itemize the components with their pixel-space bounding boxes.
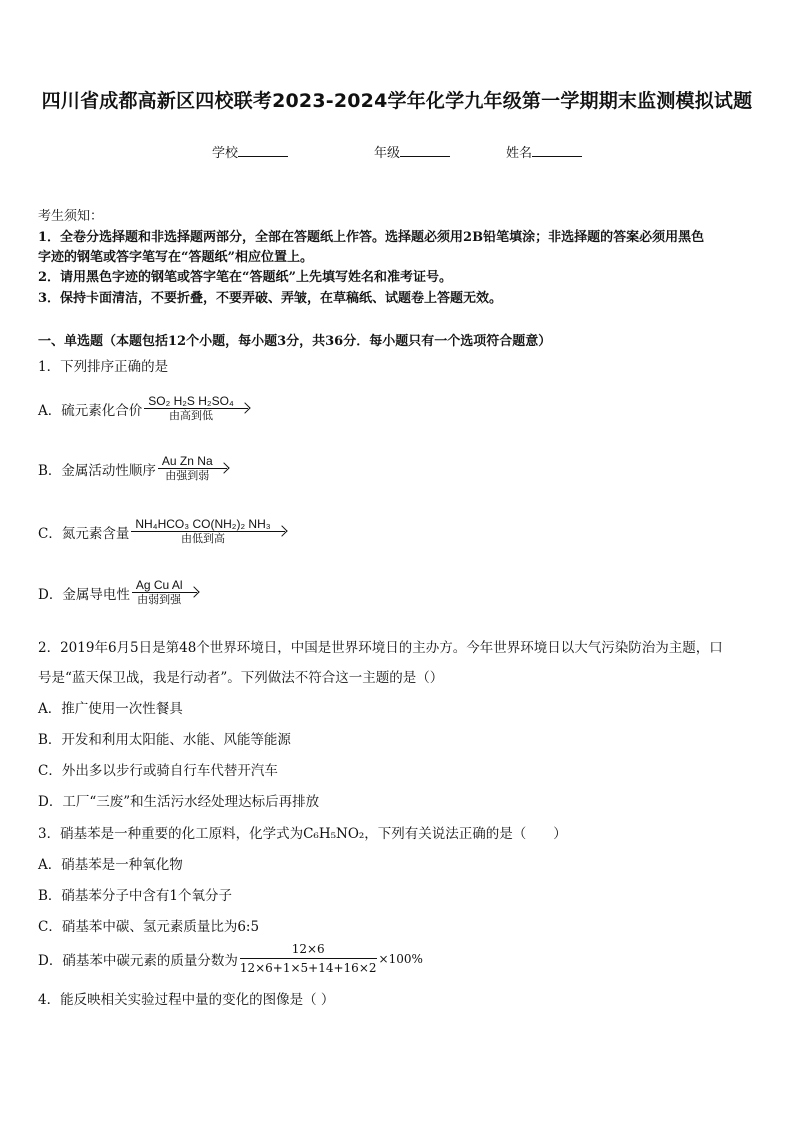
grade-field xyxy=(374,142,450,161)
q3-option-d xyxy=(38,942,423,975)
name-field xyxy=(506,142,582,161)
reaction-arrow xyxy=(144,394,248,423)
q2-option-d: D．工厂“三废”和生活污水经处理达标后再排放 xyxy=(38,794,320,810)
school-label: 学校 xyxy=(212,146,239,161)
fraction-denominator: 12×6+1×5+14+16×2 xyxy=(240,958,377,975)
question-1-stem: 1．下列排序正确的是 xyxy=(38,359,169,375)
arrow-line xyxy=(158,468,227,469)
arrow-line xyxy=(131,531,284,532)
arrow-line xyxy=(144,408,248,409)
option-label: B．金属活动性顺序 xyxy=(38,462,156,479)
q3-option-b: B．硝基苯分子中含有1个氧分子 xyxy=(38,888,233,904)
grade-blank xyxy=(400,144,450,157)
school-field xyxy=(212,142,288,161)
option-label: A．硫元素化合价 xyxy=(38,402,143,419)
section-heading: 一、单选题（本题包括12个小题，每小题3分，共36分．每小题只有一个选项符合题意） xyxy=(38,334,552,349)
reaction-arrow xyxy=(158,454,227,483)
notice-item: 1．全卷分选择题和非选择题两部分，全部在答题纸上作答。选择题必须用2B铅笔填涂；非选择题的答案必须用黑色 xyxy=(38,230,705,245)
q3-option-c: C．硝基苯中碳、氢元素质量比为6:5 xyxy=(38,919,260,935)
fraction-tail: ×100% xyxy=(378,951,423,966)
arrow-top-text: Ag Cu Al xyxy=(135,578,183,592)
name-label: 姓名 xyxy=(506,146,533,161)
notice-item: 字迹的钢笔或答字笔写在“答题纸”相应位置上。 xyxy=(38,250,313,265)
q1-option-a xyxy=(38,394,248,423)
arrow-top-text: Au Zn Na xyxy=(161,454,213,468)
option-label: C．氮元素含量 xyxy=(38,525,130,542)
question-2-stem-cont: 号是“蓝天保卫战，我是行动者”。下列做法不符合这一主题的是（） xyxy=(38,670,444,686)
reaction-arrow xyxy=(131,517,284,546)
question-4-stem: 4．能反映相关实验过程中量的变化的图像是（ ） xyxy=(38,992,335,1008)
q1-option-d xyxy=(38,578,197,607)
notice-item: 3．保持卡面清洁，不要折叠，不要弄破、弄皱，在草稿纸、试题卷上答题无效。 xyxy=(38,291,503,306)
arrow-line xyxy=(132,592,197,593)
arrow-bottom-text: 由弱到强 xyxy=(137,593,182,606)
q2-option-c: C．外出多以步行或骑自行车代替开汽车 xyxy=(38,763,278,779)
school-blank xyxy=(238,144,288,157)
arrow-top-text: SO₂ H₂S H₂SO₄ xyxy=(148,394,234,408)
page-title: 四川省成都高新区四校联考2023-2024学年化学九年级第一学期期末监测模拟试题 xyxy=(41,90,753,112)
q3-option-a: A．硝基苯是一种氧化物 xyxy=(38,857,183,873)
arrow-top-text: NH₄HCO₃ CO(NH₂)₂ NH₃ xyxy=(135,517,271,531)
name-blank xyxy=(532,144,582,157)
question-2-stem: 2．2019年6月5日是第48个世界环境日，中国是世界环境日的主办方。今年世界环境日以大气污染防治为主题，口 xyxy=(38,640,723,656)
question-3-stem: 3．硝基苯是一种重要的化工原料，化学式为C₆H₅NO₂，下列有关说法正确的是（ ） xyxy=(38,826,567,842)
option-label: D．金属导电性 xyxy=(38,586,130,603)
notice-item: 2．请用黑色字迹的钢笔或答字笔在“答题纸”上先填写姓名和准考证号。 xyxy=(38,270,453,285)
fraction-numerator: 12×6 xyxy=(291,942,325,956)
option-label: D．硝基苯中碳元素的质量分数为 xyxy=(38,952,238,969)
arrow-bottom-text: 由低到高 xyxy=(181,532,225,545)
q1-option-c xyxy=(38,517,285,546)
q1-option-b xyxy=(38,454,227,483)
notice-heading: 考生须知： xyxy=(38,209,104,224)
arrow-bottom-text: 由高到低 xyxy=(169,409,214,422)
arrow-bottom-text: 由强到弱 xyxy=(165,469,210,482)
grade-label: 年级 xyxy=(374,146,401,161)
mass-fraction-formula xyxy=(240,942,377,975)
reaction-arrow xyxy=(132,578,197,607)
q2-option-b: B．开发和利用太阳能、水能、风能等能源 xyxy=(38,732,291,748)
q2-option-a: A．推广使用一次性餐具 xyxy=(38,701,183,717)
